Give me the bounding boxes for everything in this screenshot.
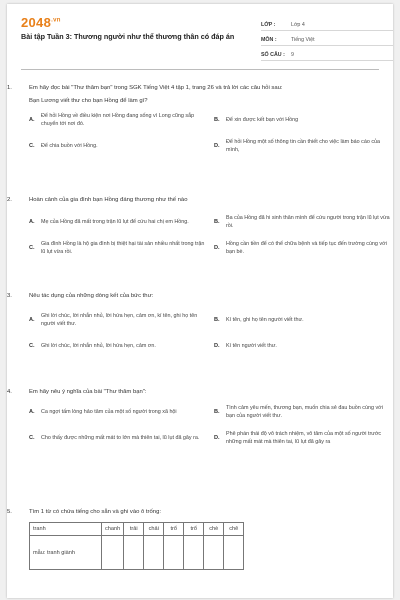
- fill-in-table: [29, 522, 244, 570]
- logo-suffix: .vn: [51, 17, 61, 24]
- option-text: Cho thấy được những mất mát to lớn mà thiên tai, lũ lụt đã gây ra.: [41, 435, 200, 441]
- question-4: [7, 388, 393, 446]
- option-c[interactable]: [29, 430, 208, 446]
- option-letter: D.: [214, 245, 220, 251]
- option-letter: B.: [214, 409, 220, 415]
- question-subtext: Bạn Lương viết thư cho bạn Hồng để làm gì?: [29, 98, 148, 104]
- option-text: Hồng cần tiền để có thể chữa bệnh và tiếp tục đến trường cùng với bạn bè.: [226, 241, 387, 255]
- options: [29, 214, 393, 256]
- question-2: [7, 196, 393, 256]
- option-letter: D.: [214, 143, 220, 149]
- options: [29, 404, 393, 446]
- meta-info: [261, 17, 393, 62]
- meta-row-subject: [261, 32, 393, 46]
- option-a[interactable]: [29, 312, 208, 328]
- meta-value: Lớp 4: [291, 22, 305, 28]
- table-cell-blank[interactable]: [124, 536, 144, 570]
- option-d[interactable]: [214, 240, 393, 256]
- option-letter: A.: [29, 409, 35, 415]
- meta-value: Tiếng Việt: [291, 37, 315, 43]
- option-letter: C.: [29, 245, 35, 251]
- question-number: 1.: [7, 85, 12, 91]
- question-text: Em hãy nêu ý nghĩa của bài "Thư thăm bạn":: [29, 389, 147, 395]
- option-letter: B.: [214, 317, 220, 323]
- option-letter: A.: [29, 117, 35, 123]
- logo-main: 2048: [21, 15, 52, 30]
- option-letter: C.: [29, 143, 35, 149]
- option-letter: D.: [214, 343, 220, 349]
- question-text: Tìm 1 từ có chứa tiếng cho sẵn và ghi vào ô trống:: [29, 509, 161, 515]
- option-letter: C.: [29, 343, 35, 349]
- option-text: Kí tên người viết thư.: [226, 343, 277, 349]
- meta-row-class: [261, 17, 393, 31]
- meta-row-count: [261, 47, 393, 61]
- site-logo[interactable]: [21, 15, 61, 30]
- question-text: Em hãy đọc bài "Thư thăm bạn" trong SGK Tiếng Việt 4 tập 1, trang 26 và trả lời các câu hỏi sau:: [29, 85, 283, 91]
- question-number: 5.: [7, 509, 12, 515]
- question-number: 2.: [7, 197, 12, 203]
- option-d[interactable]: [214, 430, 393, 446]
- worksheet-page: [7, 4, 393, 598]
- option-a[interactable]: [29, 404, 208, 420]
- table-row: [30, 523, 244, 536]
- option-text: Phê phán thái độ vô trách nhiệm, vô tâm của một số người trước những mất mát mà thiên tai, lũ lụt đã gây ra: [226, 431, 382, 445]
- options: [29, 312, 393, 350]
- option-text: Ca ngợi tấm lòng hảo tâm của một số người trong xã hội: [41, 409, 177, 415]
- table-cell-blank[interactable]: [164, 536, 184, 570]
- table-cell-word: chè: [204, 523, 224, 536]
- option-text: Để hỏi Hồng về điều kiện nơi Hồng đang sống vì Long cũng sắp chuyển tới nơi đó.: [41, 113, 195, 127]
- option-c[interactable]: [29, 138, 208, 154]
- option-letter: C.: [29, 435, 35, 441]
- table-cell-blank[interactable]: [102, 536, 124, 570]
- header-divider: [21, 69, 379, 70]
- header: [21, 15, 379, 73]
- option-text: Mẹ của Hồng đã mất trong trận lũ lụt để cứu hai chị em Hồng.: [41, 219, 189, 225]
- table-cell-word: chải: [144, 523, 164, 536]
- table-cell-word: trổ: [184, 523, 204, 536]
- option-b[interactable]: [214, 214, 393, 230]
- question-number: 4.: [7, 389, 12, 395]
- option-c[interactable]: [29, 240, 208, 256]
- table-cell-example: mẫu: tranh giành: [30, 536, 102, 570]
- meta-label: SỐ CÂU :: [261, 52, 285, 58]
- question-3: [7, 292, 393, 350]
- table-cell-word: chanh: [102, 523, 124, 536]
- option-text: Ba của Hồng đã hi sinh thân mình để cứu người trong trận lũ lụt vừa rồi.: [226, 215, 390, 229]
- option-c[interactable]: [29, 342, 208, 350]
- option-b[interactable]: [214, 112, 393, 128]
- meta-value: 9: [291, 52, 294, 58]
- table-row: [30, 536, 244, 570]
- question-5: [7, 508, 393, 594]
- option-text: Để chia buồn với Hồng.: [41, 143, 98, 149]
- option-letter: D.: [214, 435, 220, 441]
- option-text: Kí tên, ghi họ tên người viết thư.: [226, 317, 304, 323]
- meta-label: MÔN :: [261, 37, 277, 43]
- meta-label: LỚP :: [261, 22, 276, 28]
- table-cell-word: trổ: [164, 523, 184, 536]
- option-text: Để xin được kết bạn với Hồng: [226, 117, 299, 123]
- table-cell-blank[interactable]: [184, 536, 204, 570]
- option-text: Ghi lời chúc, lời nhắn nhủ, lời hứa hẹn, cảm ơn, kí tên, ghi họ tên người viết thư.: [41, 313, 198, 327]
- table-cell-blank[interactable]: [204, 536, 224, 570]
- option-text: Ghi lời chúc, lời nhắn nhủ, lời hứa hẹn, cảm ơn.: [41, 343, 156, 349]
- table-cell-blank[interactable]: [144, 536, 164, 570]
- option-letter: B.: [214, 219, 220, 225]
- table-cell-blank[interactable]: [224, 536, 244, 570]
- table-cell-label: tranh: [30, 523, 102, 536]
- option-a[interactable]: [29, 214, 208, 230]
- option-text: Gia đình Hồng là hộ gia đình bị thiệt hại tài sản nhiều nhất trong trận lũ lụt vừa rồi.: [41, 241, 205, 255]
- question-text: Hoàn cảnh của gia đình bạn Hồng đáng thương như thế nào: [29, 197, 188, 203]
- option-letter: B.: [214, 117, 220, 123]
- question-1: [7, 84, 393, 154]
- page-title: Bài tập Tuần 3: Thương người như thể thương thân có đáp án: [21, 32, 235, 41]
- option-letter: A.: [29, 317, 35, 323]
- option-d[interactable]: [214, 138, 393, 154]
- question-text: Nêu tác dụng của những dòng kết của bức thư:: [29, 293, 154, 299]
- option-b[interactable]: [214, 404, 393, 420]
- option-a[interactable]: [29, 112, 208, 128]
- table-cell-word: chê: [224, 523, 244, 536]
- option-text: Để hỏi Hồng một số thông tin cần thiết cho việc làm báo cáo của mình,: [226, 139, 381, 153]
- options: [29, 112, 393, 154]
- option-text: Tình cảm yêu mến, thương bạn, muốn chia sẻ đau buồn cùng với bạn của người viết thư.: [226, 405, 383, 419]
- option-d[interactable]: [214, 342, 393, 350]
- option-b[interactable]: [214, 312, 393, 328]
- question-number: 3.: [7, 293, 12, 299]
- option-letter: A.: [29, 219, 35, 225]
- table-cell-word: trải: [124, 523, 144, 536]
